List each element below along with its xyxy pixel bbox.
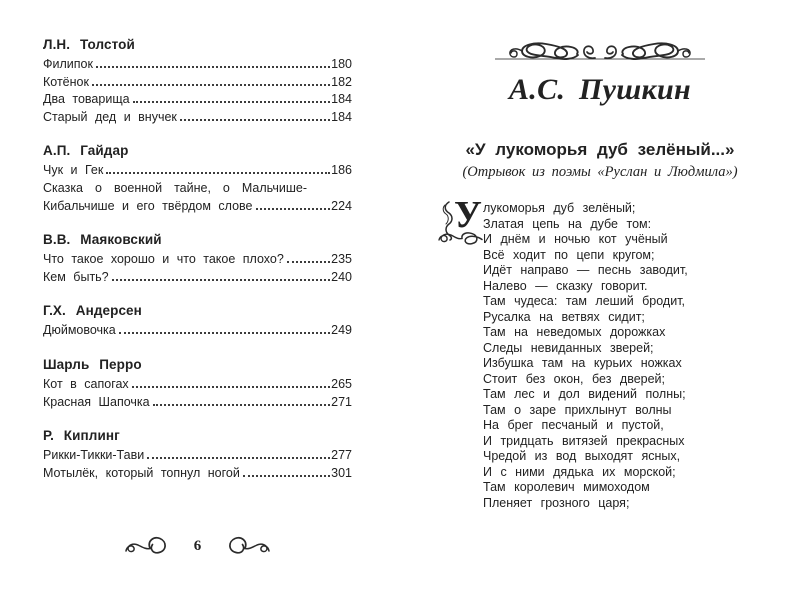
poem-line: И с ними дядька их морской; (483, 464, 676, 479)
toc-entry-title: Два товарища (43, 92, 130, 107)
toc-entry-page: 240 (331, 269, 352, 284)
toc-entry (43, 447, 352, 465)
toc-entry-page: 186 (331, 163, 352, 178)
toc-entry (43, 74, 352, 92)
toc-entry-page: 301 (331, 465, 352, 480)
dot-leader (287, 261, 330, 263)
poem-page (455, 36, 745, 511)
toc-entry (43, 322, 352, 340)
toc-author-heading: В.В. Маяковский (43, 232, 162, 248)
toc-author-heading: Г.Х. Андерсен (43, 303, 142, 319)
toc-author-heading: А.П. Гайдар (43, 143, 129, 159)
poem-line: Налево — сказку говорит. (483, 278, 648, 293)
toc-entry-title: Старый дед и внучек (43, 109, 177, 124)
toc-section (43, 356, 352, 411)
toc-entry-title-line1: Сказка о военной тайне, о Мальчише- (43, 180, 307, 195)
poem-line: Там о заре прихлынут волны (483, 402, 672, 417)
toc-entry-title: Филипок (43, 57, 93, 71)
toc-section (43, 231, 352, 286)
toc-entry (43, 180, 352, 215)
dot-leader (92, 84, 330, 86)
toc-section (43, 302, 352, 340)
poem-line: лукоморья дуб зелёный; (483, 201, 636, 215)
toc-section (43, 142, 352, 215)
toc-entry-page: 249 (331, 323, 352, 338)
toc-entry (43, 269, 352, 287)
toc-entry (43, 109, 352, 127)
poem-line: Там лес и дол видений полны; (483, 387, 686, 401)
toc-entry-page: 180 (331, 57, 352, 71)
toc-entry (43, 394, 352, 412)
toc-entry-title: Красная Шапочка (43, 394, 150, 409)
toc-entry (43, 91, 352, 109)
dot-leader (256, 208, 331, 210)
poem-line: Стоит без окон, без дверей; (483, 371, 666, 386)
poem-line: Пленяет грозного царя; (483, 495, 630, 510)
dot-leader (106, 172, 330, 174)
toc-entry-title: Котёнок (43, 74, 89, 89)
dot-leader (243, 475, 330, 477)
toc-section (43, 427, 352, 482)
toc-entry-title: Дюймовочка (43, 323, 116, 338)
poem-line: Златая цепь на дубе том: (483, 216, 652, 231)
dot-leader (112, 279, 331, 281)
poem-line: Чредой из вод выходят ясных, (483, 449, 681, 463)
toc-entry-title: Рикки-Тикки-Тави (43, 448, 145, 463)
poem-line: Там на неведомых дорожках (483, 325, 666, 339)
toc-entry-page: 224 (331, 198, 352, 213)
poem-line: Всё ходит по цепи кругом; (483, 247, 655, 262)
dot-leader (133, 101, 331, 103)
toc-entry (43, 162, 352, 180)
toc-entry-page: 265 (331, 376, 352, 391)
dot-leader (96, 66, 330, 68)
toc-entry-title: Кем быть? (43, 269, 109, 284)
poem-subtitle: (Отрывок из поэмы «Руслан и Людмила») (462, 164, 738, 180)
poem-line: Там чудеса: там леший бродит, (483, 294, 686, 308)
toc-entry (43, 465, 352, 483)
toc-section (43, 36, 352, 126)
toc-author-heading: Р. Киплинг (43, 428, 120, 444)
poem-title: «У лукоморья дуб зелёный...» (465, 140, 735, 159)
toc-entry (43, 56, 352, 74)
dot-leader (180, 119, 330, 121)
drop-cap-flourish-horizontal-icon (438, 231, 484, 252)
poem-line: На брег песчаный и пустой, (483, 418, 664, 432)
dot-leader (153, 404, 331, 406)
poet-name-heading: А.С. Пушкин (508, 73, 691, 106)
toc-entry-page: 235 (331, 252, 352, 267)
dot-leader (132, 386, 330, 388)
toc-entry-title-line2: Кибальчише и его твёрдом слове (43, 198, 253, 213)
footer-flourish-left-icon (124, 535, 168, 557)
footer-flourish-right-icon (227, 535, 271, 557)
toc-entry-page: 277 (331, 448, 352, 463)
dot-leader (147, 457, 330, 459)
dot-leader (119, 332, 330, 334)
poem-line: Идёт направо — песнь заводит, (483, 263, 688, 277)
poem-line: И днём и ночью кот учёный (483, 232, 668, 246)
poem-line: И тридцать витязей прекрасных (483, 433, 685, 448)
toc-entry (43, 251, 352, 269)
page-number: 6 (193, 538, 202, 554)
header-flourish-icon (455, 38, 745, 64)
poem-line: Следы невиданных зверей; (483, 340, 654, 355)
poem-line: Избушка там на курьих ножках (483, 356, 682, 370)
page-footer (43, 534, 352, 558)
toc-entry-page: 182 (331, 74, 352, 89)
drop-cap: У (454, 194, 482, 236)
toc-entry-title: Чук и Гек (43, 163, 104, 178)
toc-author-heading: Л.Н. Толстой (43, 37, 135, 52)
toc-author-heading: Шарль Перро (43, 356, 142, 372)
toc-entry-title: Мотылёк, который топнул ногой (43, 465, 240, 480)
poem-line: Русалка на ветвях сидит; (483, 309, 645, 324)
toc-entry-title: Что такое хорошо и что такое плохо? (43, 252, 284, 267)
toc-page (43, 36, 352, 482)
poem-line: Там королевич мимоходом (483, 480, 650, 494)
toc-entry-title: Кот в сапогах (43, 376, 129, 391)
toc-entry (43, 376, 352, 394)
poem-text (454, 194, 745, 511)
toc-entry-page: 271 (331, 394, 352, 409)
toc-entry-page: 184 (331, 109, 352, 124)
toc-entry-page: 184 (331, 92, 352, 107)
